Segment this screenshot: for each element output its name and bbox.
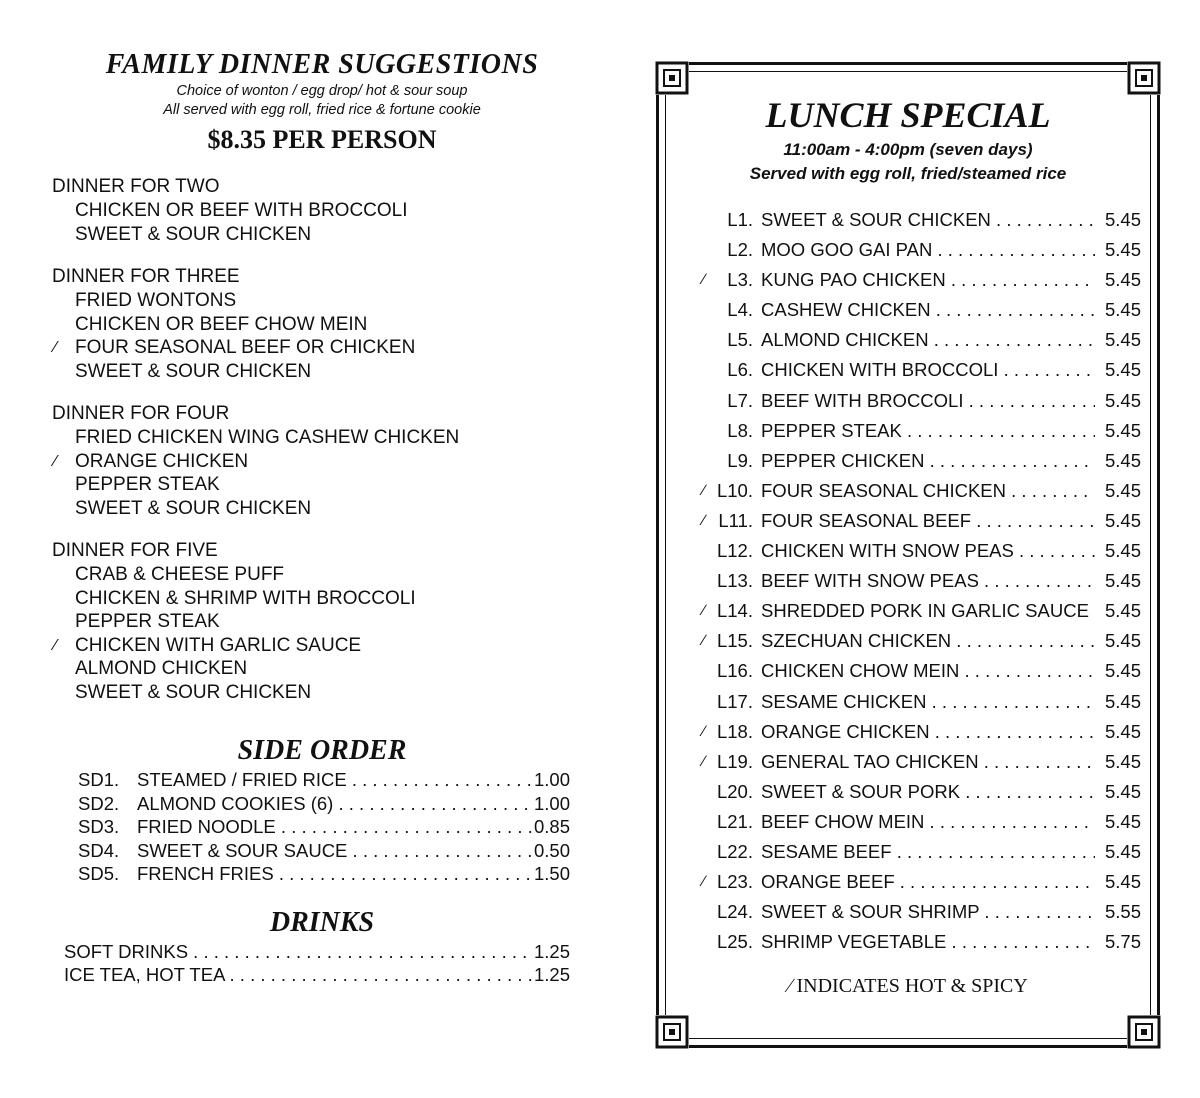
item-price: 5.45 xyxy=(1104,419,1141,441)
lunch-menu-row xyxy=(681,626,1141,656)
dinner-item-name: SWEET & SOUR CHICKEN xyxy=(75,223,312,245)
side-order-row xyxy=(78,862,570,886)
item-price: 5.45 xyxy=(1104,449,1141,471)
item-name: SZECHUAN CHICKEN . . . xyxy=(761,626,1095,656)
side-order-list xyxy=(52,768,570,886)
chili-pepper-icon: ∕ xyxy=(702,873,705,891)
dinner-item xyxy=(52,289,592,313)
item-code: L7. xyxy=(727,389,753,411)
dinner-item-name: SWEET & SOUR CHICKEN xyxy=(75,497,312,519)
dinner-group xyxy=(52,174,592,246)
family-dinner-soup-note: Choice of wonton / egg drop/ hot & sour soup xyxy=(176,83,468,99)
dinner-item-name: SWEET & SOUR CHICKEN xyxy=(75,681,312,703)
side-order-row xyxy=(78,839,570,863)
item-code: L15. xyxy=(716,630,753,652)
lunch-menu-row xyxy=(681,807,1141,837)
item-name: SHREDDED PORK IN GARLIC SAUCE . . . xyxy=(761,596,1095,626)
dinner-item xyxy=(52,360,592,384)
lunch-menu-row xyxy=(681,295,1141,325)
item-code: L21. xyxy=(716,810,753,832)
dinner-item xyxy=(52,450,592,474)
spicy-legend xyxy=(659,975,1157,998)
item-code: L1. xyxy=(727,209,753,230)
item-code: L23. xyxy=(716,871,753,893)
dinner-item-name: CRAB & CHEESE PUFF xyxy=(75,564,285,585)
item-price: 5.45 xyxy=(1104,871,1141,893)
item-price: 5.45 xyxy=(1104,810,1141,832)
item-name: CHICKEN CHOW MEIN . . . xyxy=(761,656,1095,686)
item-price: 5.45 xyxy=(1104,840,1141,862)
lunch-menu-row xyxy=(681,777,1141,807)
item-name: STEAMED / FRIED RICE . . . xyxy=(137,768,534,792)
dinner-item xyxy=(52,426,592,450)
lunch-menu-row xyxy=(681,205,1141,235)
dinner-item xyxy=(52,563,592,587)
item-code: L12. xyxy=(716,540,753,562)
item-price: 5.45 xyxy=(1104,690,1141,712)
side-order-row xyxy=(78,815,570,839)
dinner-item xyxy=(52,657,592,681)
dinner-item-name: CHICKEN WITH GARLIC SAUCE xyxy=(75,634,362,656)
drinks-section xyxy=(52,906,592,987)
item-code: L10. xyxy=(716,479,753,501)
item-code: L14. xyxy=(716,600,753,622)
dinner-item-name: SWEET & SOUR CHICKEN xyxy=(75,360,312,382)
chili-pepper-icon: ∕ xyxy=(788,975,792,997)
item-code: L19. xyxy=(716,750,753,772)
item-code: SD5. xyxy=(78,863,120,884)
item-name: MOO GOO GAI PAN . . . xyxy=(761,235,1095,265)
item-code: L18. xyxy=(716,720,753,742)
item-price: 5.45 xyxy=(1104,780,1141,802)
lunch-menu-row xyxy=(681,355,1141,385)
lunch-menu-row xyxy=(681,927,1141,957)
side-order-row xyxy=(78,768,570,792)
family-dinner-section xyxy=(52,48,592,987)
family-dinner-served-note: All served with egg roll, fried rice & fortune cookie xyxy=(163,102,481,118)
lunch-menu-row xyxy=(681,897,1141,927)
frame-corner-ornament-icon xyxy=(655,1015,689,1049)
item-name: KUNG PAO CHICKEN . . . xyxy=(761,265,1095,295)
chili-pepper-icon: ∕ xyxy=(702,752,705,770)
frame-corner-ornament-icon xyxy=(655,61,689,95)
item-code: L4. xyxy=(727,299,753,321)
lunch-special-frame xyxy=(656,62,1160,1048)
lunch-special-title: LUNCH SPECIAL xyxy=(765,95,1051,135)
dinner-item-name: PEPPER STEAK xyxy=(75,474,220,495)
lunch-menu-row xyxy=(681,446,1141,476)
item-price: 5.55 xyxy=(1104,901,1141,923)
lunch-menu-row xyxy=(681,687,1141,717)
item-price: 0.50 xyxy=(533,839,570,861)
chili-pepper-icon: ∕ xyxy=(702,632,705,650)
item-name: SWEET & SOUR CHICKEN . . . xyxy=(761,205,1095,235)
item-code: SD4. xyxy=(78,839,120,861)
item-price: 5.45 xyxy=(1104,239,1141,261)
item-name: SWEET & SOUR SAUCE . . . xyxy=(137,839,534,863)
item-name: PEPPER STEAK . . . xyxy=(761,416,1095,446)
item-name: FOUR SEASONAL BEEF . . . xyxy=(761,506,1095,536)
lunch-hours: 11:00am - 4:00pm (seven days) xyxy=(783,140,1033,159)
item-price: 1.00 xyxy=(533,769,570,790)
side-order-row xyxy=(78,792,570,816)
item-code: L22. xyxy=(716,840,753,862)
dinner-item-name: ORANGE CHICKEN xyxy=(75,450,249,472)
chili-pepper-icon: ∕ xyxy=(702,481,705,499)
item-code: L8. xyxy=(727,419,753,441)
item-price: 5.45 xyxy=(1104,359,1141,381)
dinner-item xyxy=(52,497,592,521)
item-name: CASHEW CHICKEN . . . xyxy=(761,295,1095,325)
dinner-item xyxy=(52,313,592,337)
item-price: 0.85 xyxy=(533,816,570,837)
dinner-list xyxy=(52,174,592,704)
side-order-section xyxy=(52,734,592,886)
item-name: FOUR SEASONAL CHICKEN . . . xyxy=(761,476,1095,506)
item-price: 5.45 xyxy=(1104,660,1141,682)
dinner-group xyxy=(52,538,592,704)
item-code: L16. xyxy=(716,660,753,682)
item-code: L20. xyxy=(716,780,753,802)
dinner-heading: DINNER FOR FOUR xyxy=(52,403,230,424)
lunch-menu-row xyxy=(681,747,1141,777)
item-price: 1.25 xyxy=(533,940,570,962)
item-name: BEEF WITH SNOW PEAS . . . xyxy=(761,566,1095,596)
lunch-menu-row xyxy=(681,656,1141,686)
dinner-item xyxy=(52,336,592,360)
drink-row xyxy=(64,940,570,964)
item-price: 5.45 xyxy=(1104,269,1141,291)
dinner-item xyxy=(52,473,592,497)
chili-pepper-icon: ∕ xyxy=(54,636,57,654)
chili-pepper-icon: ∕ xyxy=(702,722,705,740)
dinner-item xyxy=(52,634,592,658)
dinner-item-name: FRIED CHICKEN WING CASHEW CHICKEN xyxy=(75,427,460,448)
lunch-menu-row xyxy=(681,717,1141,747)
lunch-menu-row xyxy=(681,506,1141,536)
dinner-group xyxy=(52,401,592,520)
lunch-menu-row xyxy=(681,386,1141,416)
item-code: L6. xyxy=(727,359,753,381)
chili-pepper-icon: ∕ xyxy=(702,271,705,289)
item-name: ORANGE CHICKEN . . . xyxy=(761,717,1095,747)
item-code: L5. xyxy=(727,329,753,351)
dinner-item-name: CHICKEN OR BEEF WITH BROCCOLI xyxy=(75,200,408,221)
dinner-heading: DINNER FOR TWO xyxy=(52,176,220,197)
frame-corner-ornament-icon xyxy=(1127,61,1161,95)
item-name: PEPPER CHICKEN . . . xyxy=(761,446,1095,476)
item-name: CHICKEN WITH BROCCOLI . . . xyxy=(761,355,1095,385)
dinner-item xyxy=(52,199,592,223)
item-name: SWEET & SOUR PORK . . . xyxy=(761,777,1095,807)
item-name: ALMOND CHICKEN . . . xyxy=(761,325,1095,355)
item-name: CHICKEN WITH SNOW PEAS . . . xyxy=(761,536,1095,566)
item-name: ICE TEA, HOT TEA . . . xyxy=(64,963,534,987)
item-name: SHRIMP VEGETABLE . . . xyxy=(761,927,1095,957)
dinner-group xyxy=(52,264,592,383)
item-code: L9. xyxy=(727,449,753,471)
item-name: SESAME CHICKEN . . . xyxy=(761,687,1095,717)
chili-pepper-icon: ∕ xyxy=(702,602,705,620)
lunch-menu-row xyxy=(681,837,1141,867)
dinner-item xyxy=(52,681,592,705)
item-price: 5.45 xyxy=(1104,630,1141,652)
dinner-item xyxy=(52,610,592,634)
item-name: ALMOND COOKIES (6) . . . xyxy=(137,792,534,816)
dinner-item-name: FRIED WONTONS xyxy=(75,290,237,311)
side-order-title: SIDE ORDER xyxy=(237,735,407,766)
lunch-served-note: Served with egg roll, fried/steamed rice xyxy=(749,164,1067,183)
item-name: BEEF WITH BROCCOLI . . . xyxy=(761,386,1095,416)
family-dinner-title: FAMILY DINNER SUGGESTIONS xyxy=(105,49,539,80)
item-name: FRIED NOODLE . . . xyxy=(137,815,534,839)
item-name: GENERAL TAO CHICKEN . . . xyxy=(761,747,1095,777)
dinner-item xyxy=(52,587,592,611)
lunch-menu-list xyxy=(681,205,1141,957)
lunch-menu-row xyxy=(681,265,1141,295)
dinner-item-name: FOUR SEASONAL BEEF OR CHICKEN xyxy=(75,337,416,358)
dinner-item xyxy=(52,223,592,247)
item-code: SD3. xyxy=(78,816,120,837)
item-code: L11. xyxy=(718,509,753,531)
item-price: 5.45 xyxy=(1104,329,1141,351)
lunch-menu-row xyxy=(681,325,1141,355)
dinner-heading: DINNER FOR FIVE xyxy=(52,540,218,561)
item-code: L17. xyxy=(716,690,753,712)
item-name: SESAME BEEF . . . xyxy=(761,837,1095,867)
dinner-item-name: PEPPER STEAK xyxy=(75,611,220,632)
item-name: SOFT DRINKS . . . xyxy=(64,940,534,964)
spicy-legend-text: INDICATES HOT & SPICY xyxy=(796,975,1028,997)
item-code: SD1. xyxy=(78,769,120,790)
lunch-menu-row xyxy=(681,476,1141,506)
drink-row xyxy=(64,963,570,987)
family-dinner-price: $8.35 PER PERSON xyxy=(207,125,437,154)
dinner-item-name: CHICKEN OR BEEF CHOW MEIN xyxy=(75,313,368,335)
chili-pepper-icon: ∕ xyxy=(702,511,705,529)
item-price: 5.75 xyxy=(1104,931,1141,953)
frame-corner-ornament-icon xyxy=(1127,1015,1161,1049)
item-price: 5.45 xyxy=(1104,509,1141,531)
item-code: L2. xyxy=(727,239,753,261)
item-name: ORANGE BEEF . . . xyxy=(761,867,1095,897)
lunch-menu-row xyxy=(681,536,1141,566)
lunch-menu-row xyxy=(681,416,1141,446)
item-code: L25. xyxy=(716,931,753,953)
item-price: 5.45 xyxy=(1104,600,1141,622)
item-price: 5.45 xyxy=(1104,389,1141,411)
item-price: 5.45 xyxy=(1104,479,1141,501)
item-price: 1.50 xyxy=(533,863,570,884)
item-code: L13. xyxy=(716,570,753,592)
chili-pepper-icon: ∕ xyxy=(54,339,57,356)
lunch-menu-row xyxy=(681,596,1141,626)
item-code: L3. xyxy=(727,269,753,291)
lunch-menu-row xyxy=(681,867,1141,897)
drinks-list xyxy=(52,940,570,987)
item-price: 1.00 xyxy=(533,792,570,814)
item-code: SD2. xyxy=(78,792,120,814)
lunch-menu-row xyxy=(681,566,1141,596)
item-name: SWEET & SOUR SHRIMP . . . xyxy=(761,897,1095,927)
item-name: FRENCH FRIES . . . xyxy=(137,862,534,886)
dinner-heading: DINNER FOR THREE xyxy=(52,266,240,287)
item-name: BEEF CHOW MEIN . . . xyxy=(761,807,1095,837)
chili-pepper-icon: ∕ xyxy=(54,452,57,470)
item-price: 5.45 xyxy=(1104,720,1141,742)
drinks-title: DRINKS xyxy=(269,906,375,938)
dinner-item-name: ALMOND CHICKEN xyxy=(75,658,248,679)
item-price: 5.45 xyxy=(1104,209,1141,230)
item-price: 5.45 xyxy=(1104,570,1141,592)
item-price: 5.45 xyxy=(1104,299,1141,321)
lunch-menu-row xyxy=(681,235,1141,265)
item-price: 1.25 xyxy=(533,964,570,985)
item-price: 5.45 xyxy=(1104,750,1141,772)
item-code: L24. xyxy=(716,901,753,923)
dinner-item-name: CHICKEN & SHRIMP WITH BROCCOLI xyxy=(75,587,416,609)
item-price: 5.45 xyxy=(1104,540,1141,562)
